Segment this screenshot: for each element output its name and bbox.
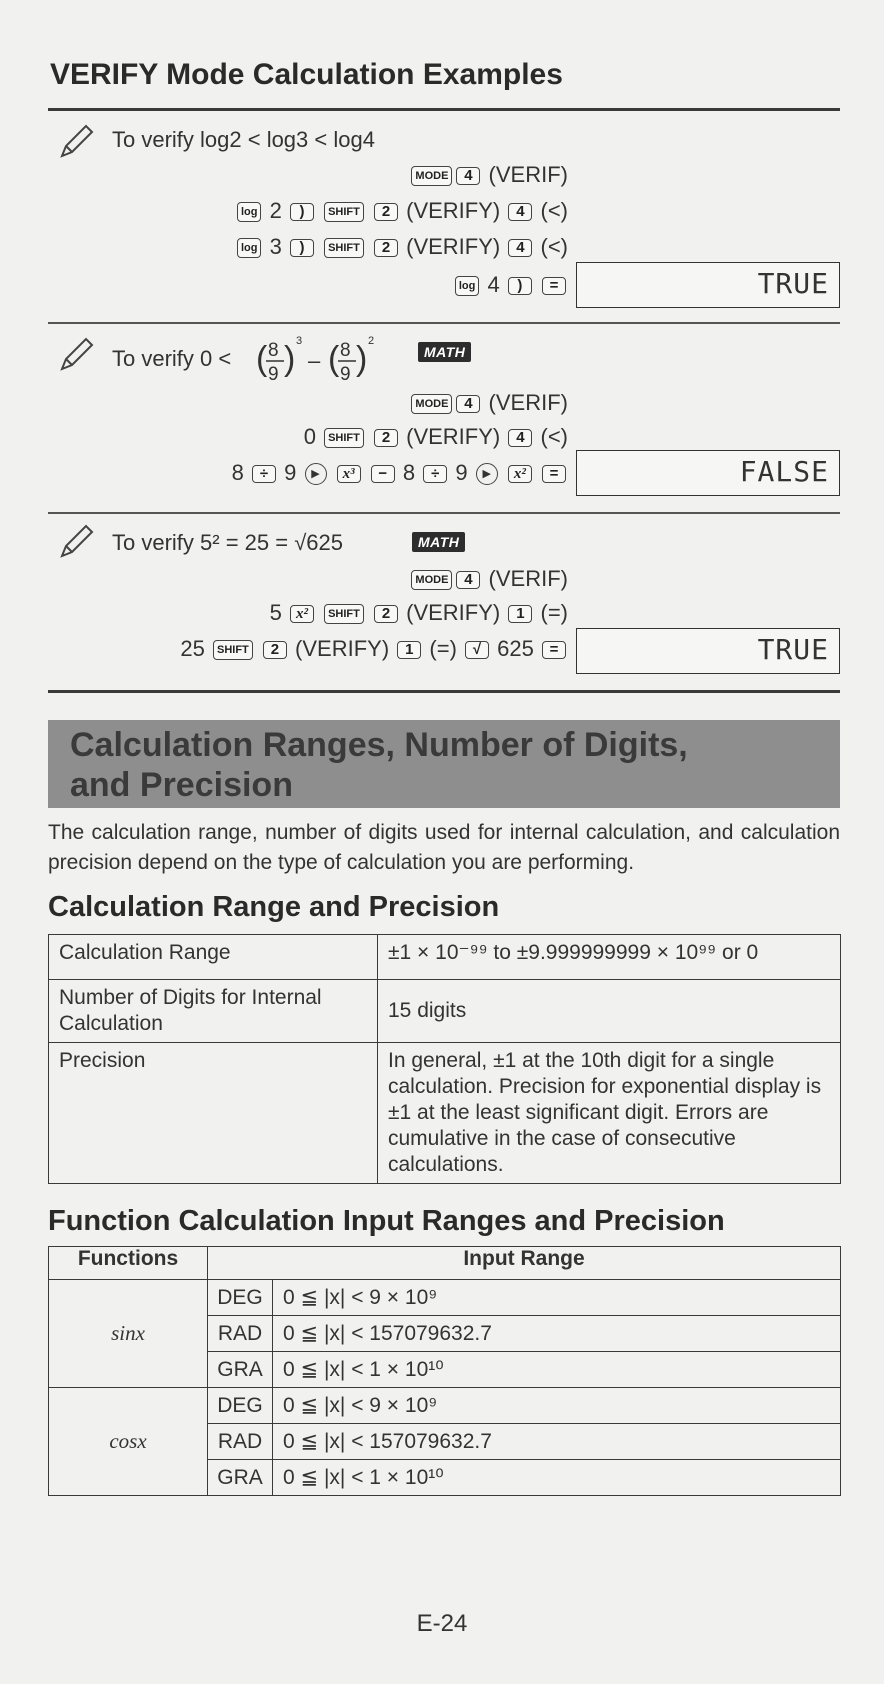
header-input-range: Input Range bbox=[208, 1247, 841, 1280]
example-description: To verify log2 < log3 < log4 bbox=[112, 127, 375, 152]
math-mode-badge: MATH bbox=[412, 532, 465, 552]
svg-text:3: 3 bbox=[296, 335, 303, 347]
key-note: (VERIFY) bbox=[406, 424, 501, 449]
table-cell-value: ±1 × 10⁻⁹⁹ to ±9.999999999 × 10⁹⁹ or 0 bbox=[378, 935, 841, 980]
fraction-key: ÷ bbox=[423, 465, 447, 483]
fraction-expression bbox=[256, 332, 386, 390]
shift-key: SHIFT bbox=[213, 640, 253, 660]
input-range: 0 ≦ |x| < 157079632.7 bbox=[273, 1424, 841, 1460]
key-2: 2 bbox=[374, 203, 398, 221]
function-name: cosx bbox=[49, 1388, 208, 1496]
fraction-key: ÷ bbox=[252, 465, 276, 483]
page-number: E-24 bbox=[416, 1610, 468, 1637]
pencil-icon bbox=[56, 522, 96, 562]
shift-key: SHIFT bbox=[324, 604, 364, 624]
sqrt-key: √ bbox=[465, 641, 489, 659]
subsection-title: Calculation Range and Precision bbox=[48, 891, 500, 923]
table-row bbox=[49, 980, 841, 1043]
key-note: (VERIFY) bbox=[406, 234, 501, 259]
key-2: 2 bbox=[374, 605, 398, 623]
cube-key: x³ bbox=[337, 465, 361, 483]
key-sequence bbox=[270, 600, 568, 626]
key-4: 4 bbox=[456, 395, 480, 413]
svg-text:): ) bbox=[356, 340, 368, 378]
shift-key: SHIFT bbox=[324, 238, 364, 258]
key-digit: 0 bbox=[303, 424, 316, 449]
key-digit: 625 bbox=[497, 636, 534, 661]
key-note: (<) bbox=[540, 198, 568, 223]
key-4: 4 bbox=[508, 429, 532, 447]
key-1: 1 bbox=[397, 641, 421, 659]
key-sequence bbox=[304, 424, 568, 450]
svg-text:9: 9 bbox=[340, 364, 351, 385]
section-banner bbox=[48, 720, 840, 808]
key-digit: 3 bbox=[269, 234, 282, 259]
key-digit: 8 bbox=[402, 460, 416, 485]
lcd-result: TRUE bbox=[757, 633, 829, 666]
table-cell-label: Calculation Range bbox=[49, 935, 378, 980]
pencil-icon bbox=[56, 122, 96, 162]
equals-key: = bbox=[542, 465, 566, 483]
banner-title-line2: and Precision bbox=[70, 766, 293, 804]
close-paren-key: ) bbox=[290, 239, 314, 257]
table-header-row bbox=[49, 1247, 841, 1280]
function-range-table bbox=[48, 1246, 841, 1496]
function-name: sinx bbox=[49, 1280, 208, 1388]
key-sequence bbox=[180, 636, 568, 662]
input-range: 0 ≦ |x| < 1 × 10¹⁰ bbox=[273, 1352, 841, 1388]
table-cell-label: Number of Digits for Internal Calculation bbox=[49, 980, 378, 1043]
example-description bbox=[112, 346, 231, 372]
key-sequence bbox=[453, 272, 568, 298]
banner-title-line1: Calculation Ranges, Number of Digits, bbox=[70, 726, 688, 764]
equals-key: = bbox=[542, 277, 566, 295]
subsection-title: Function Calculation Input Ranges and Precision bbox=[48, 1205, 725, 1237]
svg-text:(: ( bbox=[256, 340, 268, 378]
key-4: 4 bbox=[456, 571, 480, 589]
divider bbox=[48, 690, 840, 693]
mode-key: MODE bbox=[411, 166, 452, 186]
svg-text:2: 2 bbox=[368, 335, 375, 347]
key-note: (<) bbox=[540, 424, 568, 449]
key-digit: 2 bbox=[269, 198, 282, 223]
input-range: 0 ≦ |x| < 9 × 10⁹ bbox=[273, 1280, 841, 1316]
divider bbox=[48, 512, 840, 514]
input-range: 0 ≦ |x| < 1 × 10¹⁰ bbox=[273, 1460, 841, 1496]
svg-text:9: 9 bbox=[268, 364, 279, 385]
key-sequence bbox=[409, 566, 568, 592]
shift-key: SHIFT bbox=[324, 202, 364, 222]
key-4: 4 bbox=[456, 167, 480, 185]
equals-key: = bbox=[542, 641, 566, 659]
key-2: 2 bbox=[263, 641, 287, 659]
table-row bbox=[49, 1388, 841, 1424]
close-paren-key: ) bbox=[290, 203, 314, 221]
angle-mode: DEG bbox=[208, 1388, 273, 1424]
key-note: (VERIF) bbox=[488, 566, 568, 591]
pencil-icon bbox=[56, 335, 96, 375]
key-note: (VERIF) bbox=[488, 390, 568, 415]
angle-mode: RAD bbox=[208, 1316, 273, 1352]
angle-mode: RAD bbox=[208, 1424, 273, 1460]
svg-text:): ) bbox=[284, 340, 296, 378]
key-4: 4 bbox=[508, 203, 532, 221]
key-2: 2 bbox=[374, 429, 398, 447]
divider bbox=[48, 322, 840, 324]
key-digit: 9 bbox=[455, 460, 468, 485]
angle-mode: DEG bbox=[208, 1280, 273, 1316]
key-digit: 25 bbox=[180, 636, 205, 661]
key-sequence bbox=[409, 162, 568, 188]
lcd-display bbox=[576, 262, 840, 308]
key-digit: 8 bbox=[231, 460, 244, 485]
right-arrow-key-icon: ▶ bbox=[476, 463, 498, 485]
section-title-verify: VERIFY Mode Calculation Examples bbox=[50, 58, 563, 91]
key-sequence bbox=[235, 198, 568, 224]
right-arrow-key-icon: ▶ bbox=[305, 463, 327, 485]
input-range: 0 ≦ |x| < 157079632.7 bbox=[273, 1316, 841, 1352]
mode-key: MODE bbox=[411, 394, 452, 414]
key-note: (VERIFY) bbox=[406, 198, 501, 223]
svg-text:8: 8 bbox=[340, 340, 351, 361]
table-cell-value: In general, ±1 at the 10th digit for a single calculation. Precision for exponential display is ±1 at the least significant digit. Errors are cumulative in the case of consecutive calculations. bbox=[378, 1043, 841, 1184]
key-digit: 4 bbox=[487, 272, 500, 297]
table-row bbox=[49, 935, 841, 980]
log-key: log bbox=[455, 276, 480, 296]
key-sequence bbox=[232, 460, 568, 486]
lcd-display bbox=[576, 450, 840, 496]
divider bbox=[48, 108, 840, 111]
description-prefix: To verify 0 < bbox=[112, 346, 232, 371]
svg-text:(: ( bbox=[328, 340, 340, 378]
angle-mode: GRA bbox=[208, 1352, 273, 1388]
key-sequence bbox=[235, 234, 568, 260]
key-note: (VERIFY) bbox=[295, 636, 390, 661]
lcd-result: TRUE bbox=[757, 267, 829, 300]
square-key: x² bbox=[508, 465, 532, 483]
table-row bbox=[49, 1043, 841, 1184]
key-digit: 9 bbox=[284, 460, 297, 485]
svg-text:–: – bbox=[308, 348, 321, 373]
header-functions: Functions bbox=[49, 1247, 208, 1280]
minus-key: − bbox=[371, 465, 395, 483]
example-description: To verify 5² = 25 = √625 bbox=[112, 530, 343, 555]
lcd-display bbox=[576, 628, 840, 674]
svg-text:8: 8 bbox=[268, 340, 279, 361]
key-note: (<) bbox=[540, 234, 568, 259]
math-mode-badge: MATH bbox=[418, 342, 471, 362]
shift-key: SHIFT bbox=[324, 428, 364, 448]
intro-paragraph: The calculation range, number of digits used for internal calculation, and calculation precision depend on the type of calculation you are performing. bbox=[48, 821, 840, 874]
square-key: x² bbox=[290, 605, 314, 623]
key-digit: 5 bbox=[269, 600, 282, 625]
table-cell-value: 15 digits bbox=[378, 980, 841, 1043]
close-paren-key: ) bbox=[508, 277, 532, 295]
key-note: (VERIF) bbox=[488, 162, 568, 187]
key-note: (=) bbox=[540, 600, 568, 625]
log-key: log bbox=[237, 238, 262, 258]
mode-key: MODE bbox=[411, 570, 452, 590]
key-2: 2 bbox=[374, 239, 398, 257]
angle-mode: GRA bbox=[208, 1460, 273, 1496]
key-note: (VERIFY) bbox=[406, 600, 501, 625]
table-cell-label: Precision bbox=[49, 1043, 378, 1184]
calc-range-table bbox=[48, 934, 841, 1184]
key-4: 4 bbox=[508, 239, 532, 257]
lcd-result: FALSE bbox=[739, 455, 829, 488]
key-1: 1 bbox=[508, 605, 532, 623]
log-key: log bbox=[237, 202, 262, 222]
key-sequence bbox=[409, 390, 568, 416]
table-row bbox=[49, 1280, 841, 1316]
key-note: (=) bbox=[429, 636, 457, 661]
input-range: 0 ≦ |x| < 9 × 10⁹ bbox=[273, 1388, 841, 1424]
